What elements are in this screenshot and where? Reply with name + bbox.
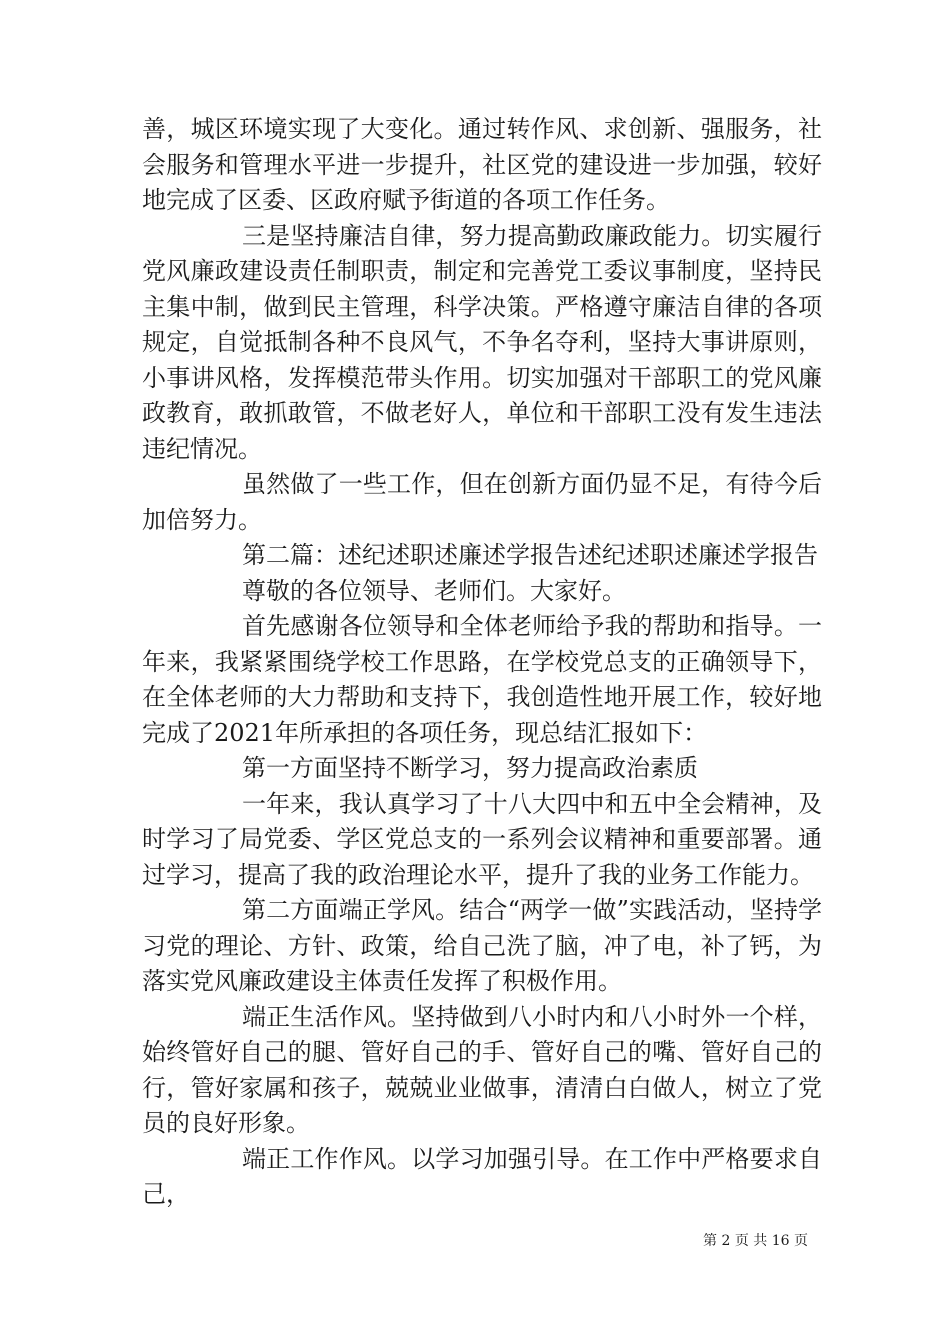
paragraph: 尊敬的各位领导、老师们。大家好。 (242, 576, 626, 605)
paragraph: 端正工作作风。以学习加强引导。在工作中严格要求自己， (142, 1144, 822, 1208)
paragraph: 第一方面坚持不断学习，努力提高政治素质 (242, 754, 698, 782)
paragraph: 三是坚持廉洁自律，努力提高勤政廉政能力。切实履行党风廉政建设责任制职责，制定和完善党工委议事制度，坚持民主集中制，做到民主管理，科学决策。严格遵守廉洁自律的各项规定，自觉抵制各种不良风气，不争名夺利，坚持大事讲原则，小事讲风格，发挥模范带头作用。切实加强对干部职工的党风廉政教育，敢抓敢管，不做老好人，单位和干部职工没有发生违法违纪情况。 (142, 221, 822, 463)
paragraph: 端正生活作风。坚持做到八小时内和八小时外一个样，始终管好自己的腿、管好自己的手、管好自己的嘴、管好自己的行，管好家属和孩子，兢兢业业做事，清清白白做人，树立了党员的良好形象。 (142, 1002, 822, 1137)
page-number-footer: 第 2 页 共 16 页 (703, 1233, 808, 1249)
paragraph: 第二篇：述纪述职述廉述学报告述纪述职述廉述学报告 (242, 541, 818, 569)
paragraph: 虽然做了一些工作，但在创新方面仍显不足，有待今后加倍努力。 (142, 470, 822, 534)
paragraph: 首先感谢各位领导和全体老师给予我的帮助和指导。一年来，我紧紧围绕学校工作思路，在学校党总支的正确领导下，在全体老师的大力帮助和支持下，我创造性地开展工作，较好地完成了2021年所承担的各项任务，现总结汇报如下： (142, 612, 822, 747)
paragraph: 善，城区环境实现了大变化。通过转作风、求创新、强服务，社会服务和管理水平进一步提升，社区党的建设进一步加强，较好地完成了区委、区政府赋予街道的各项工作任务。 (142, 115, 822, 214)
paragraph: 第二方面端正学风。结合“两学一做”实践活动，坚持学习党的理论、方针、政策，给自己洗了脑，冲了电，补了钙，为落实党风廉政建设主体责任发挥了积极作用。 (142, 896, 822, 995)
paragraph: 一年来，我认真学习了十八大四中和五中全会精神，及时学习了局党委、学区党总支的一系列会议精神和重要部署。通过学习，提高了我的政治理论水平，提升了我的业务工作能力。 (142, 789, 822, 889)
document-body (142, 112, 822, 1213)
